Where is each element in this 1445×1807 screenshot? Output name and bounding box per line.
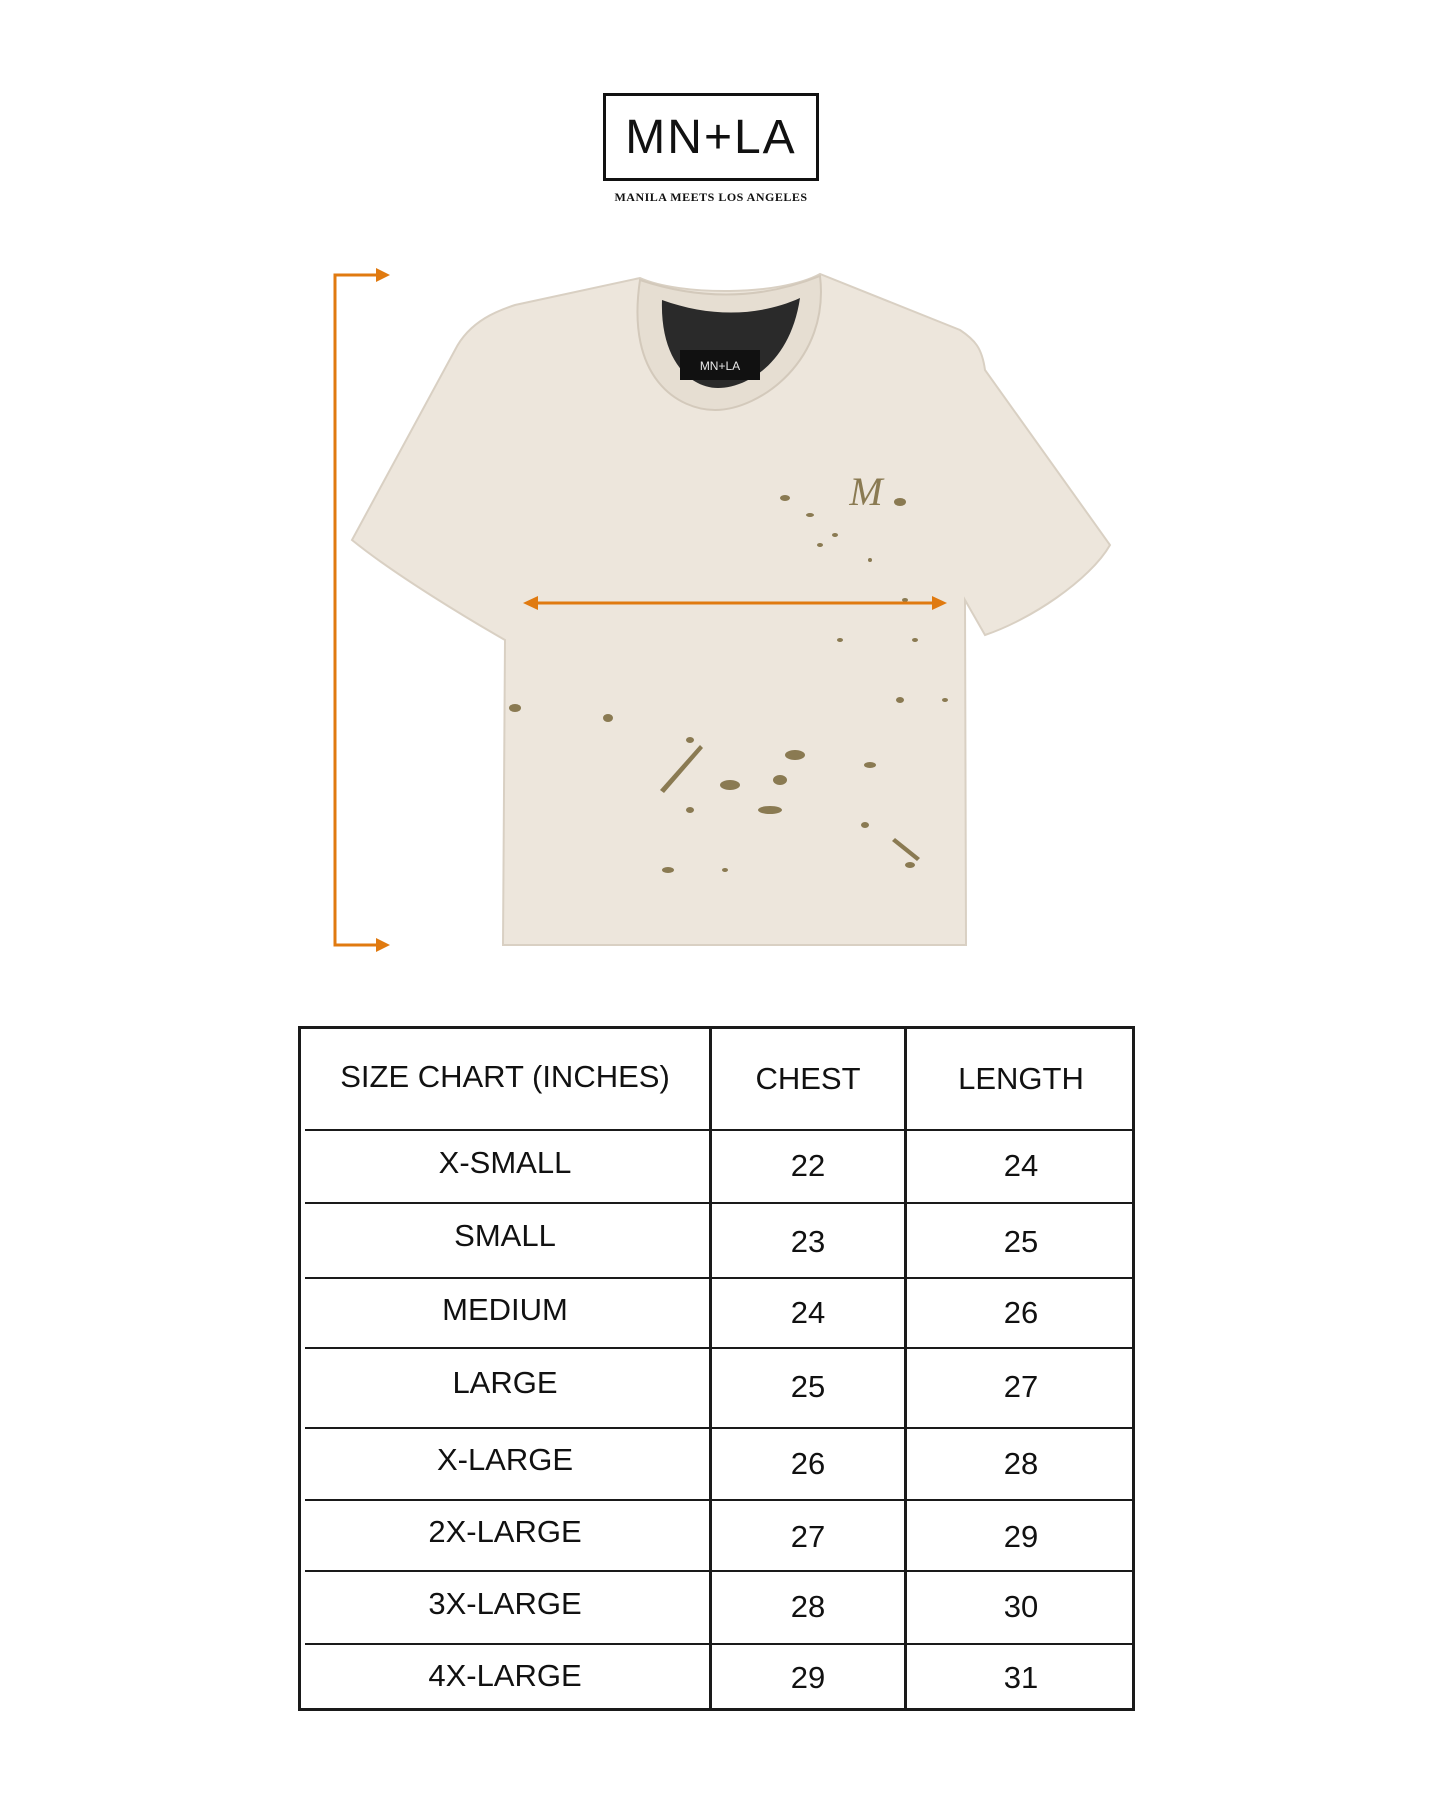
table-cell-length: 26 — [1003, 1295, 1039, 1330]
tshirt-tag-text: MN+LA — [699, 359, 741, 373]
table-cell-chest: 23 — [790, 1223, 826, 1259]
table-cell-length: 28 — [1003, 1446, 1039, 1481]
table-header-length: LENGTH — [958, 1061, 1084, 1096]
table-cell-size: 4X-LARGE — [428, 1658, 582, 1693]
table-cell-chest: 27 — [790, 1519, 826, 1554]
table-header-size: SIZE CHART (INCHES) — [340, 1058, 670, 1094]
table-cell-size: MEDIUM — [442, 1292, 568, 1327]
table-cell-chest: 24 — [790, 1295, 826, 1330]
table-cell-chest: 29 — [790, 1660, 826, 1695]
table-cell-chest: 25 — [790, 1369, 826, 1404]
table-cell-size: X-SMALL — [438, 1145, 572, 1180]
table-cell-length: 27 — [1003, 1369, 1039, 1404]
table-cell-length: 31 — [1003, 1660, 1039, 1695]
table-header-chest: CHEST — [755, 1061, 861, 1096]
table-cell-length: 25 — [1003, 1223, 1039, 1259]
table-cell-length: 24 — [1003, 1148, 1039, 1183]
table-cell-size: SMALL — [454, 1218, 556, 1253]
brand-tagline: MANILA MEETS LOS ANGELES — [614, 190, 808, 204]
size-chart-table — [298, 1026, 1135, 1711]
length-arrow-head-top — [376, 268, 390, 282]
table-cell-length: 29 — [1003, 1519, 1039, 1554]
brand-logo-text: MN+LA — [625, 110, 797, 164]
table-cell-chest: 28 — [790, 1589, 826, 1624]
table-cell-chest: 26 — [790, 1446, 826, 1481]
table-cell-size: LARGE — [452, 1365, 558, 1400]
table-cell-size: 2X-LARGE — [428, 1514, 582, 1549]
length-arrow-head-bottom — [376, 938, 390, 952]
table-cell-length: 30 — [1003, 1589, 1039, 1624]
table-cell-chest: 22 — [790, 1148, 826, 1183]
length-arrow — [335, 275, 376, 945]
chest-logo-print: M — [849, 469, 883, 514]
table-cell-size: X-LARGE — [436, 1442, 574, 1477]
table-cell-size: 3X-LARGE — [428, 1586, 582, 1621]
